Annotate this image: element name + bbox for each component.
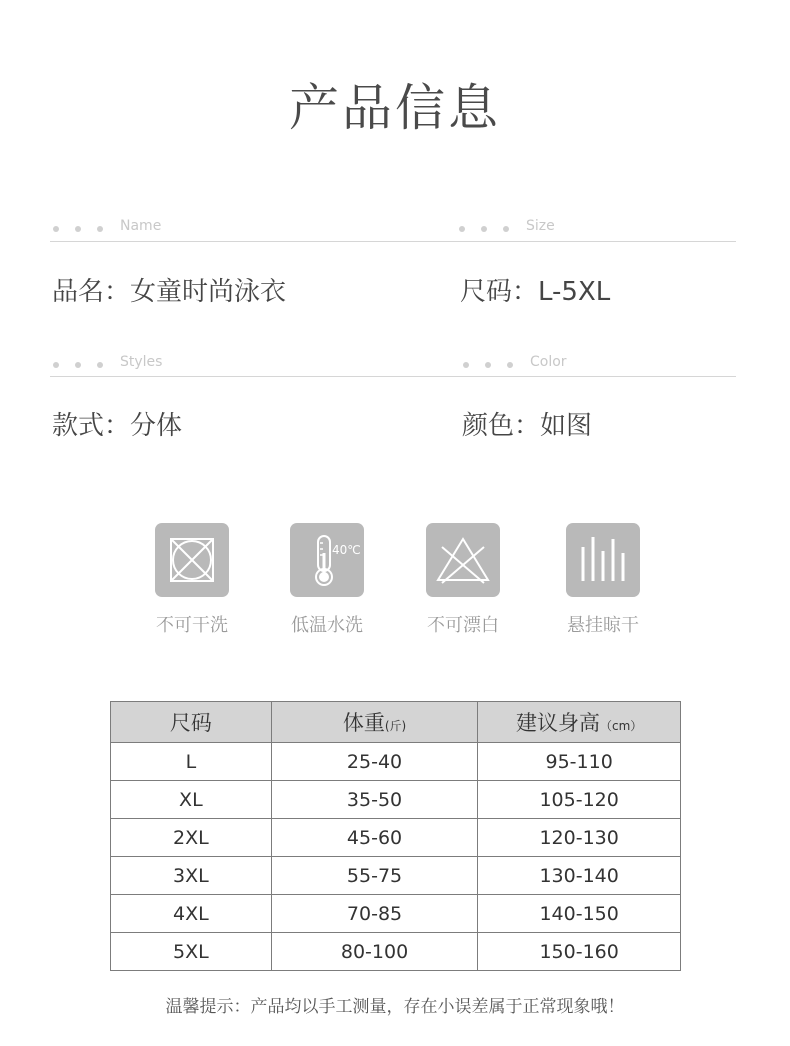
- section-head-color: [463, 354, 733, 378]
- cell-weight: 55-75: [271, 857, 478, 895]
- cell-weight: 35-50: [271, 781, 478, 819]
- header-size: 尺码: [111, 702, 272, 743]
- product-style: 款式：分体: [52, 411, 183, 441]
- table-row: [111, 781, 681, 819]
- cell-weight: 45-60: [271, 819, 478, 857]
- hang-dry-icon: [566, 523, 640, 597]
- dots-decoration: [459, 226, 525, 232]
- page-title: 产品信息: [289, 79, 501, 137]
- care-label-no-bleach: 不可漂白: [427, 615, 499, 636]
- care-label-hang-dry: 悬挂晾干: [567, 615, 639, 636]
- cell-weight: 70-85: [271, 895, 478, 933]
- header-height-unit: （cm）: [600, 719, 643, 733]
- section-head-name: [53, 218, 353, 242]
- cell-height: 150-160: [478, 933, 681, 971]
- wash-40c-icon: [290, 523, 364, 597]
- table-row: [111, 933, 681, 971]
- temperature-label: 40℃: [332, 543, 361, 557]
- header-height: [478, 702, 681, 743]
- cell-size: XL: [111, 781, 272, 819]
- section-label-styles: Styles: [120, 354, 163, 370]
- divider-name: [50, 241, 446, 242]
- divider-styles: [50, 376, 446, 377]
- no-bleach-icon: [426, 523, 500, 597]
- table-row: [111, 819, 681, 857]
- product-size: 尺码：L-5XL: [460, 277, 611, 307]
- product-color: 颜色：如图: [462, 411, 593, 441]
- cell-size: L: [111, 743, 272, 781]
- no-dry-clean-icon: [155, 523, 229, 597]
- cell-weight: 80-100: [271, 933, 478, 971]
- cell-height: 140-150: [478, 895, 681, 933]
- product-name: 品名：女童时尚泳衣: [52, 277, 287, 307]
- cell-height: 95-110: [478, 743, 681, 781]
- care-label-low-temp-wash: 低温水洗: [291, 615, 363, 636]
- header-weight: [271, 702, 478, 743]
- cell-height: 105-120: [478, 781, 681, 819]
- cell-height: 130-140: [478, 857, 681, 895]
- cell-size: 2XL: [111, 819, 272, 857]
- table-row: [111, 857, 681, 895]
- section-head-styles: [53, 354, 353, 378]
- table-header-row: [111, 702, 681, 743]
- dots-decoration: [53, 362, 119, 368]
- divider-color: [446, 376, 736, 377]
- care-label-no-dry-clean: 不可干洗: [156, 615, 228, 636]
- cell-size: 5XL: [111, 933, 272, 971]
- cell-height: 120-130: [478, 819, 681, 857]
- size-chart-table: [110, 701, 681, 971]
- section-label-size: Size: [526, 218, 555, 234]
- table-row: [111, 743, 681, 781]
- table-row: [111, 895, 681, 933]
- header-height-label: 建议身高: [516, 711, 601, 735]
- measurement-tip: 温馨提示：产品均以手工测量，存在小误差属于正常现象哦！: [165, 997, 625, 1017]
- dots-decoration: [53, 226, 119, 232]
- section-head-size: [459, 218, 729, 242]
- divider-size: [446, 241, 736, 242]
- section-label-name: Name: [120, 218, 162, 234]
- header-weight-unit: (斤): [384, 719, 407, 733]
- cell-size: 4XL: [111, 895, 272, 933]
- section-label-color: Color: [530, 354, 567, 370]
- cell-weight: 25-40: [271, 743, 478, 781]
- header-weight-label: 体重: [342, 711, 385, 735]
- cell-size: 3XL: [111, 857, 272, 895]
- dots-decoration: [463, 362, 529, 368]
